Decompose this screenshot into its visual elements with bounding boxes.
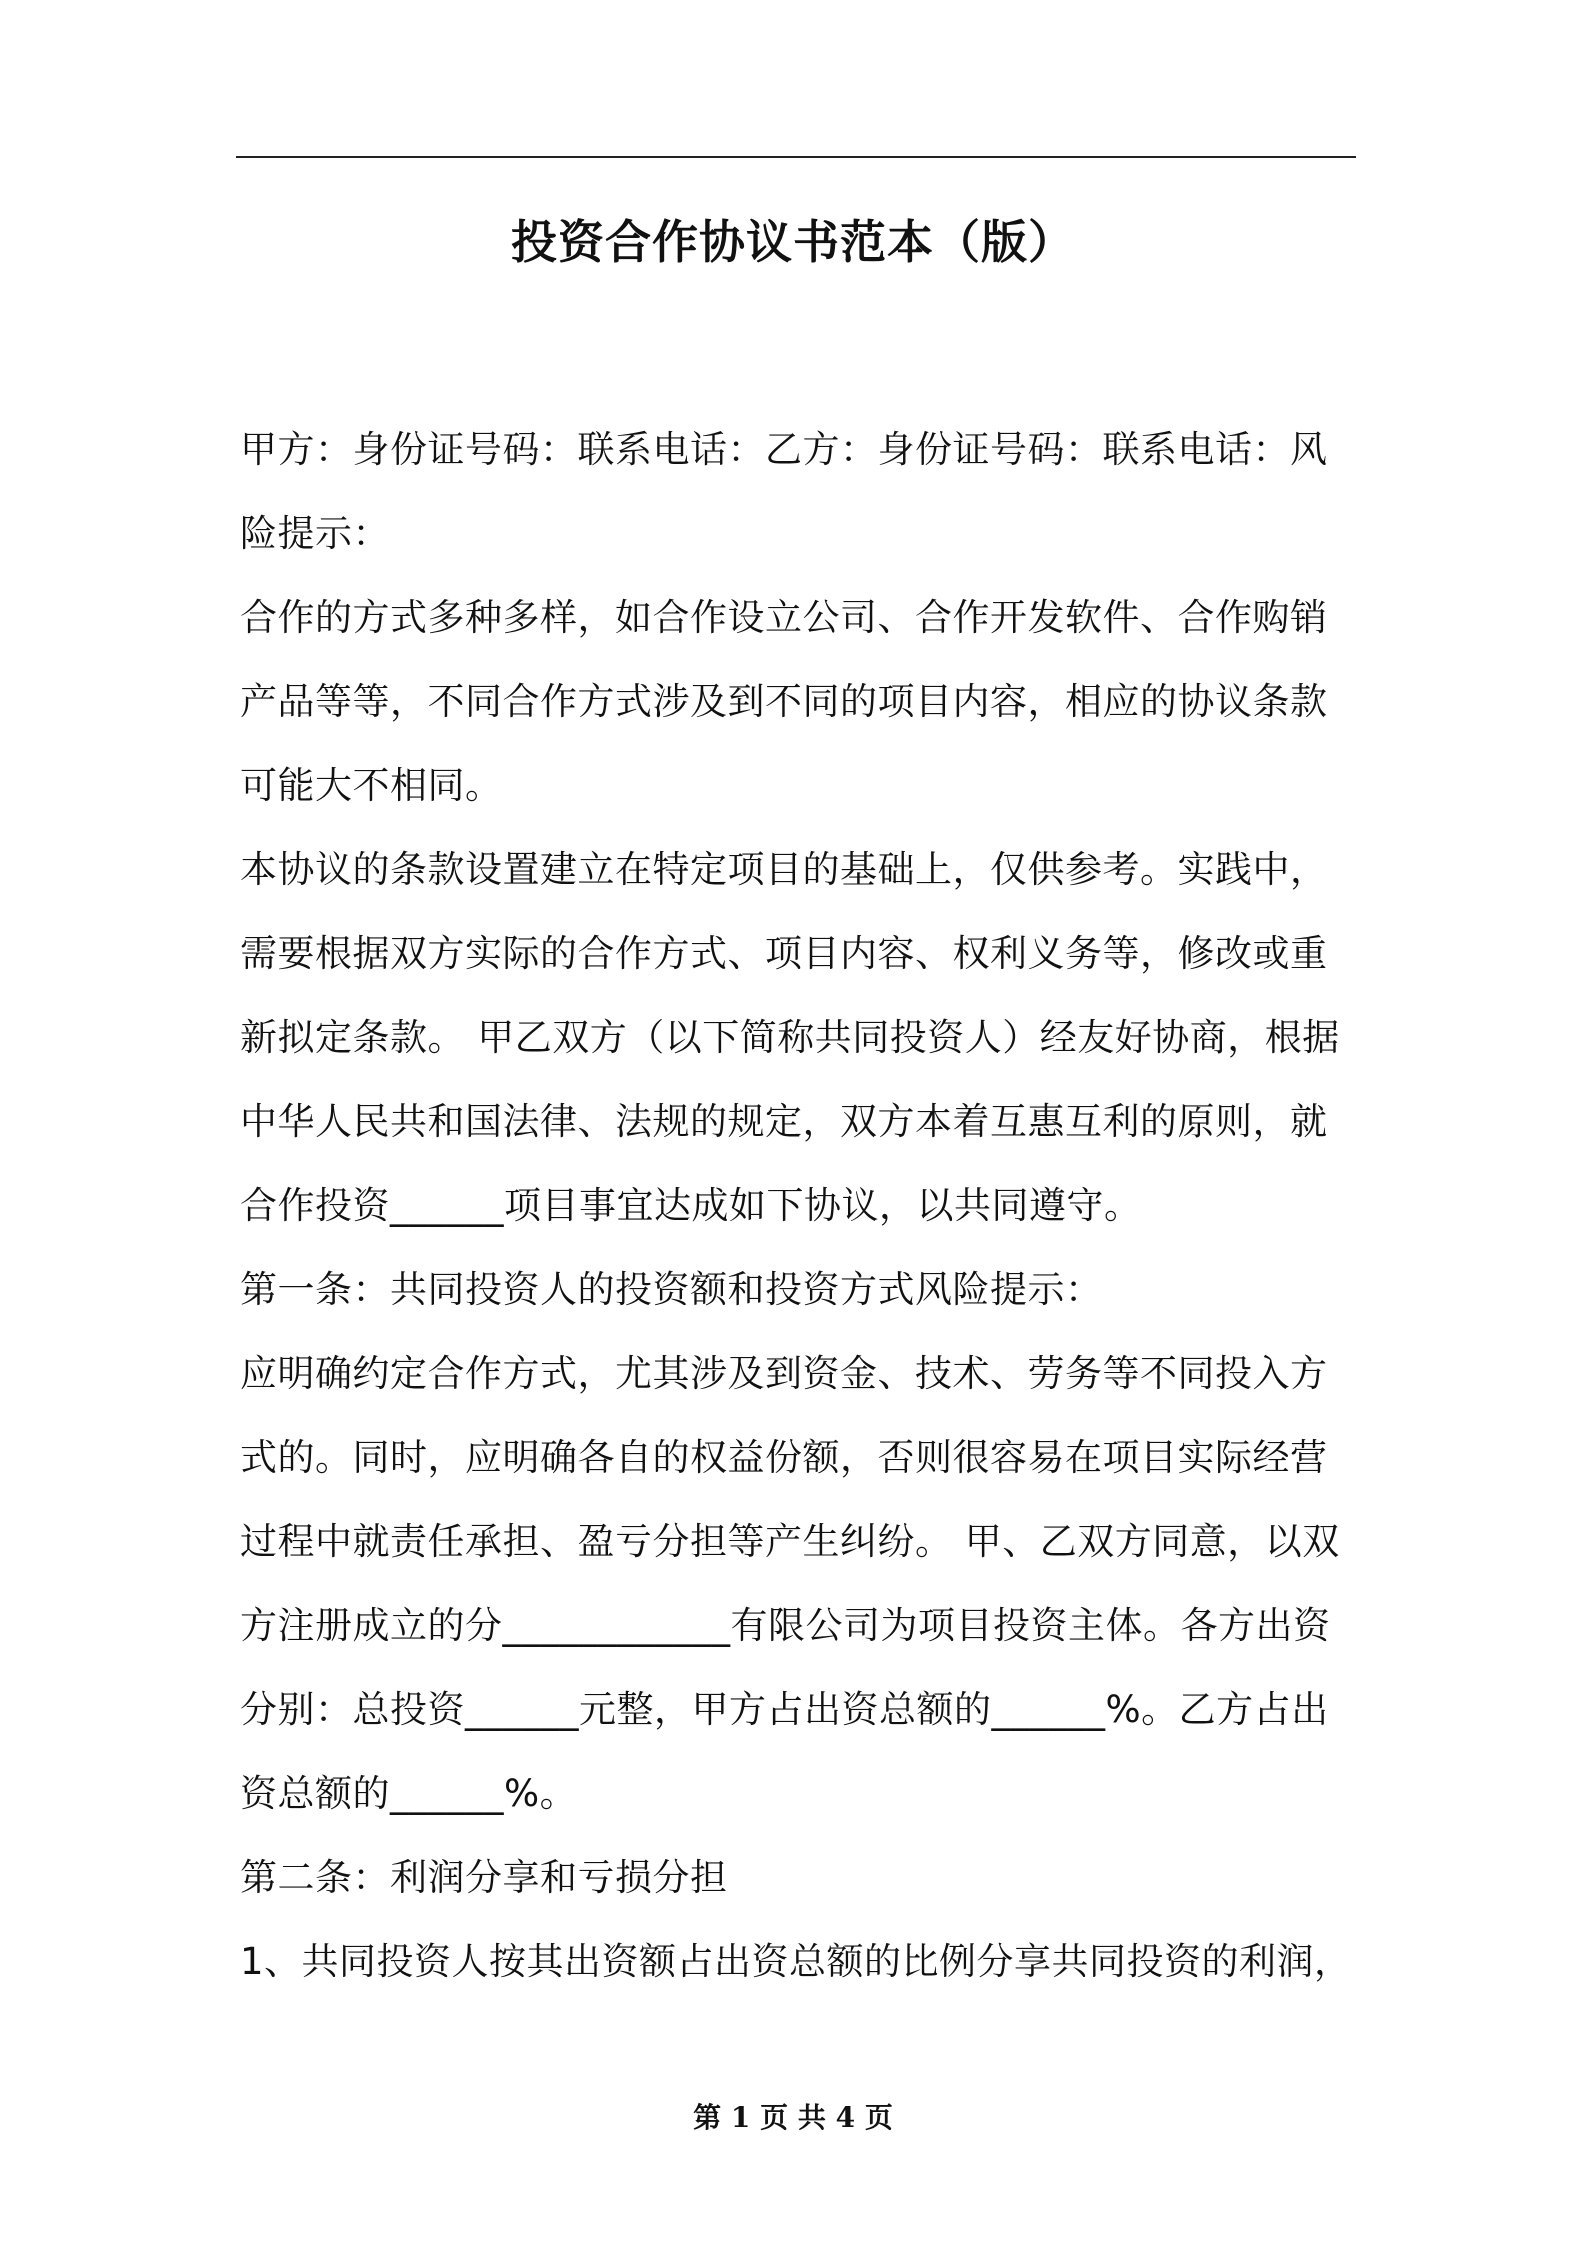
article-2-clause-1: 1、共同投资人按其出资额占出资总额的比例分享共同投资的利润， xyxy=(240,1940,1352,1983)
page-number: 第 1 页 共 4 页 xyxy=(693,2101,893,2134)
risk-note-paragraph: 合作的方式多种多样，如合作设立公司、合作开发软件、合作购销产品等等，不同合作方式涉及到不同的项目内容，相应的协议条款可能大不相同。 xyxy=(240,596,1328,807)
document-body xyxy=(240,408,1358,2004)
article-1-body: 应明确约定合作方式，尤其涉及到资金、技术、劳务等不同投入方式的。同时，应明确各自的权益份额，否则很容易在项目实际经营过程中就责任承担、盈亏分担等产生纠纷。 甲、乙双方同意，以双方注册成立的分____________有限公司为项目投资主体。各方出资分别：总投资______元整，甲方占出资总额的______%。乙方占出资总额的______%。 xyxy=(240,1352,1340,1815)
article-1-heading: 第一条：共同投资人的投资额和投资方式风险提示： xyxy=(240,1268,1103,1311)
party-info-paragraph: 甲方：身份证号码：联系电话：乙方：身份证号码：联系电话：风险提示： xyxy=(240,428,1328,555)
article-2-heading: 第二条：利润分享和亏损分担 xyxy=(240,1856,728,1899)
preamble-paragraph: 本协议的条款设置建立在特定项目的基础上，仅供参考。实践中，需要根据双方实际的合作方式、项目内容、权利义务等，修改或重新拟定条款。 甲乙双方（以下简称共同投资人）经友好协商，根据中华人民共和国法律、法规的规定，双方本着互惠互利的原则，就合作投资______项目事宜达成如下协议，以共同遵守。 xyxy=(240,848,1340,1227)
document-title: 投资合作协议书范本（版） xyxy=(511,215,1075,269)
header-rule xyxy=(236,156,1356,158)
